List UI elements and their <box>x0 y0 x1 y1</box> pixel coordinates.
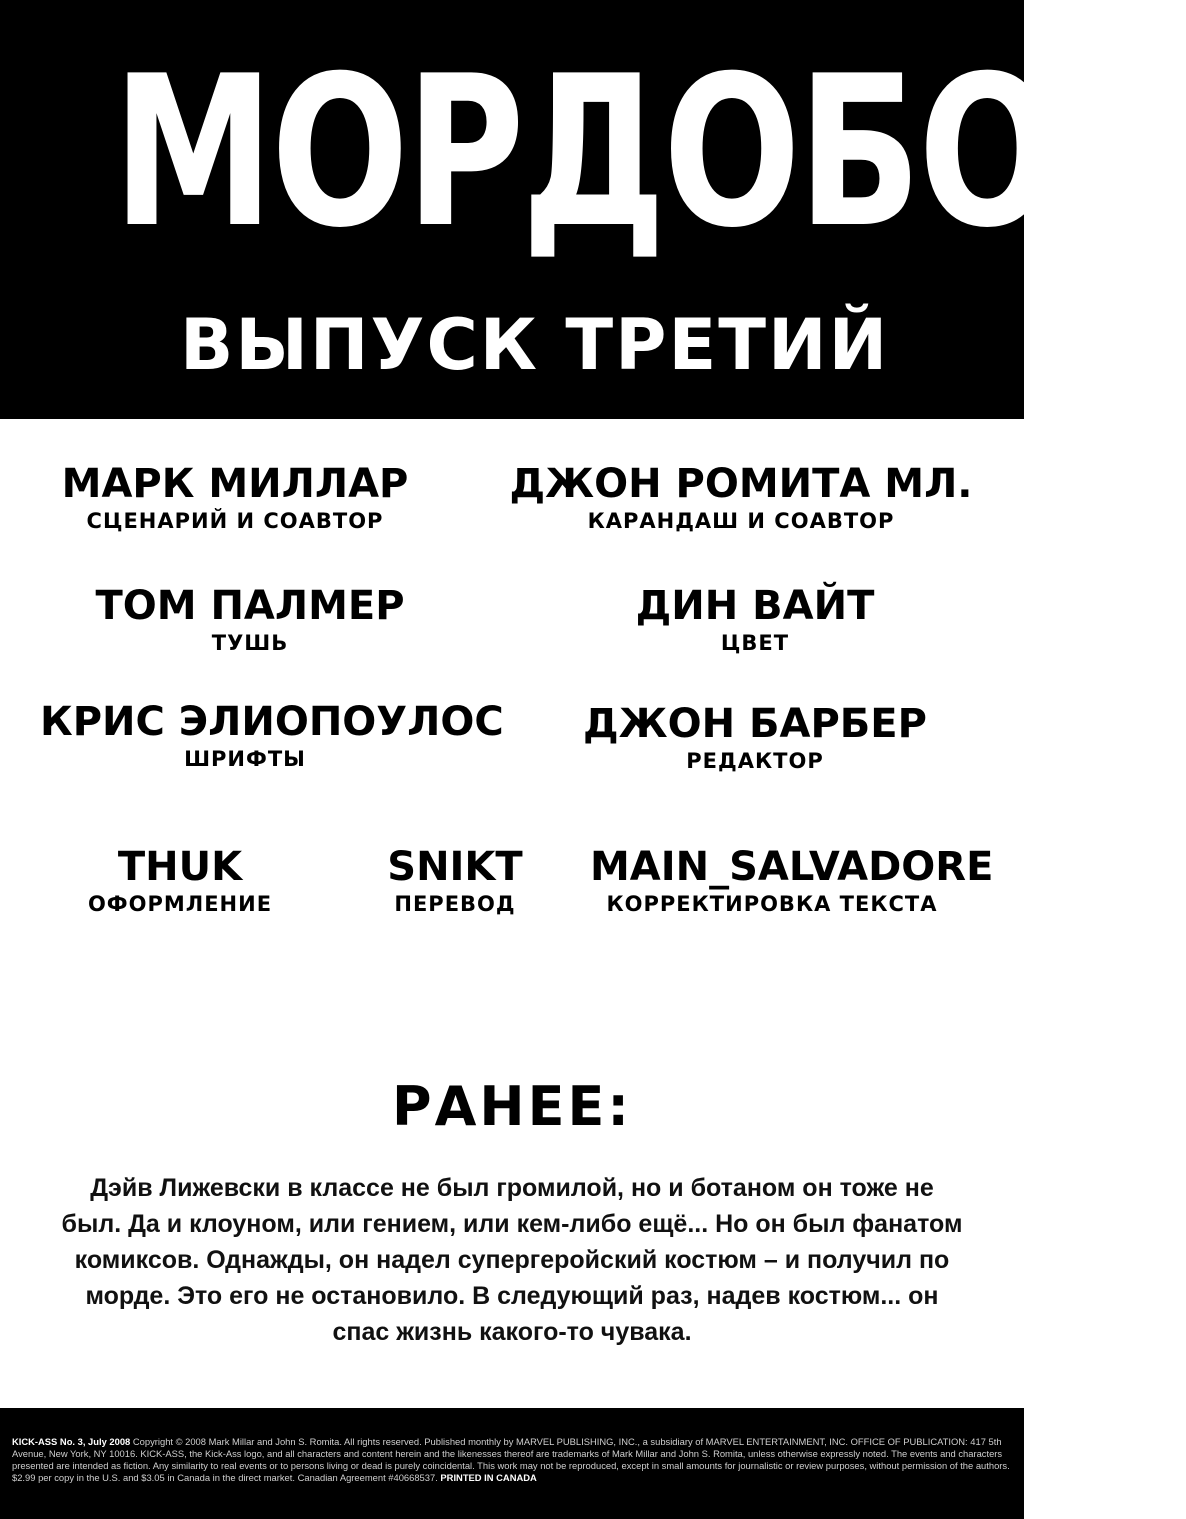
credit-name: MAIN_SALVADORE <box>590 844 994 890</box>
credit-inker <box>70 582 430 656</box>
credit-role: ШРИФТЫ <box>184 747 306 771</box>
comic-title: МОРДОБОЙ <box>112 32 1186 274</box>
credit-translation <box>355 843 555 917</box>
credit-name: THUK <box>117 844 243 890</box>
credit-role: КАРАНДАШ И СОАВТОР <box>587 509 895 533</box>
legal-text: Copyright © 2008 Mark Millar and John S. Romita. All rights reserved. Published monthly by MARVEL PUBLISHING, INC., a subsidiary of MARVEL ENTERTAINMENT, INC. OFFICE OF PUBLICATION: 417 5th Avenue, New York, NY 10016. KICK-ASS, the Kick-Ass logo, and all characters and content herein and the likenesses thereof are trademarks of Mark Millar and John S. Romita, unless otherwise expressly noted. The events and characters presented are intended as fiction. Any similarity to real events or to persons living or dead is purely coincidental. This work may not be reproduced, except in small amounts for journalistic or review purposes, without permission of the authors. $2.99 per copy in the U.S. and $3.05 in Canada in the direct market. Canadian Agreement #40668537. <box>12 1436 1010 1483</box>
credit-proofreading <box>590 843 994 917</box>
credit-role: СЦЕНАРИЙ И СОАВТОР <box>86 509 384 533</box>
title-banner <box>0 0 1186 419</box>
credit-editor <box>580 700 930 774</box>
credit-design <box>60 843 300 917</box>
credit-colorist <box>590 582 920 656</box>
credit-role: ЦВЕТ <box>720 631 790 655</box>
credit-name: SNIKT <box>387 844 523 890</box>
credit-name: ДЖОН РОМИТА МЛ. <box>509 461 973 507</box>
credit-role: РЕДАКТОР <box>686 749 824 773</box>
legal-notice <box>12 1436 1012 1484</box>
issue-info: KICK-ASS No. 3, July 2008 <box>12 1436 131 1447</box>
printed-in: PRINTED IN CANADA <box>440 1472 537 1483</box>
recap-heading: РАНЕЕ: <box>392 1075 632 1138</box>
issue-subtitle: ВЫПУСК ТРЕТИЙ <box>180 304 890 386</box>
credit-role: ОФОРМЛЕНИЕ <box>87 892 273 916</box>
credit-penciler <box>478 460 1004 534</box>
credit-name: ДИН ВАЙТ <box>635 583 875 629</box>
credit-role: ТУШЬ <box>211 631 289 655</box>
credit-role: КОРРЕКТИРОВКА ТЕКСТА <box>606 892 938 916</box>
credit-name: МАРК МИЛЛАР <box>61 461 409 507</box>
recap-text: Дэйв Лижевски в классе не был громилой, но и ботаном он тоже не был. Да и клоуном, или гением, или кем-либо ещё... Но он был фанатом комиксов. Однажды, он надел супергеройский костюм – и получил по морде. Это его не остановило. В следующий раз, надев костюм... он спас жизнь какого-то чувака. <box>61 1174 963 1346</box>
credit-letterer <box>40 698 504 772</box>
credit-name: ДЖОН БАРБЕР <box>583 701 927 747</box>
credit-name: КРИС ЭЛИОПОУЛОС <box>40 699 504 745</box>
credit-role: ПЕРЕВОД <box>394 892 516 916</box>
credit-name: ТОМ ПАЛМЕР <box>95 583 405 629</box>
credit-writer <box>40 460 430 534</box>
